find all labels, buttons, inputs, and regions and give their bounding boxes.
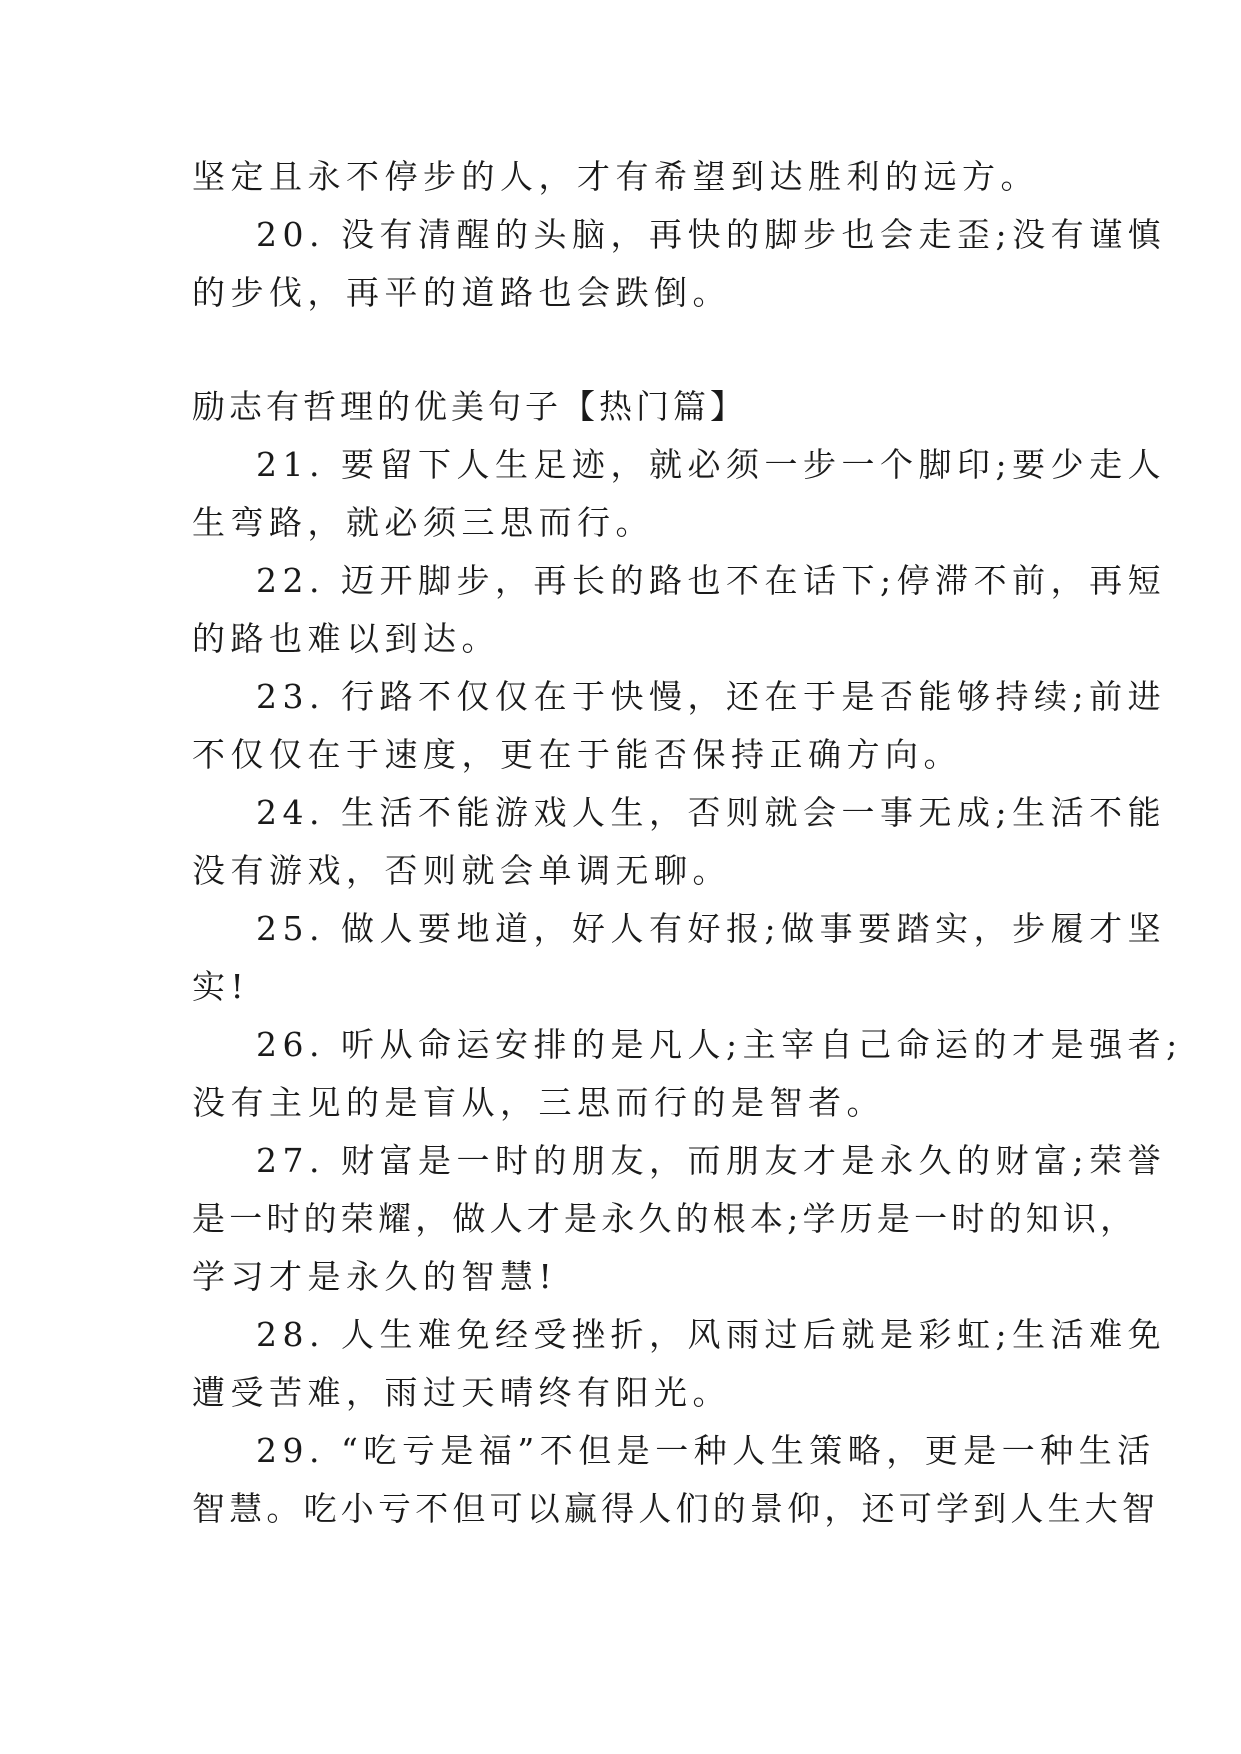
- paragraph-line: 23. 行路不仅仅在于快慢，还在于是否能够持续;前进: [256, 677, 1167, 716]
- paragraph-line: 坚定且永不停步的人，才有希望到达胜利的远方。: [192, 157, 1039, 196]
- document-body: [192, 150, 1183, 1538]
- section-spacer: [192, 322, 1072, 378]
- list-item-21: [192, 436, 1167, 552]
- list-item-23: [192, 668, 1167, 784]
- paragraph-line: 是一时的荣耀，做人才是永久的根本;学历是一时的知识，: [192, 1199, 1138, 1238]
- paragraph-line: 的路也难以到达。: [192, 619, 500, 658]
- paragraph-line: 24. 生活不能游戏人生，否则就会一事无成;生活不能: [256, 793, 1167, 832]
- paragraph-line: 没有游戏，否则就会单调无聊。: [192, 851, 731, 890]
- paragraph-line: 遭受苦难，雨过天晴终有阳光。: [192, 1373, 731, 1412]
- paragraph-line: 智慧。吃小亏不但可以赢得人们的景仰，还可学到人生大智: [192, 1489, 1160, 1528]
- paragraph-line: 实!: [192, 967, 250, 1006]
- paragraph-line: 生弯路，就必须三思而行。: [192, 503, 654, 542]
- list-item-20: [192, 206, 1167, 322]
- paragraph-line: 29. “吃亏是福”不但是一种人生策略，更是一种生活: [256, 1431, 1156, 1470]
- list-item-29: [192, 1422, 1160, 1538]
- list-item-24: [192, 784, 1167, 900]
- paragraph-line: 27. 财富是一时的朋友，而朋友才是永久的财富;荣誉: [256, 1141, 1167, 1180]
- paragraph-line: 26. 听从命运安排的是凡人;主宰自己命运的才是强者;: [256, 1025, 1183, 1064]
- paragraph-line: 25. 做人要地道，好人有好报;做事要踏实，步履才坚: [256, 909, 1167, 948]
- list-item-25: [192, 900, 1167, 1016]
- list-item-26: [192, 1016, 1183, 1132]
- paragraph-line: 没有主见的是盲从，三思而行的是智者。: [192, 1083, 885, 1122]
- paragraph-line: 21. 要留下人生足迹，就必须一步一个脚印;要少走人: [256, 445, 1167, 484]
- paragraph-line: 22. 迈开脚步，再长的路也不在话下;停滞不前，再短: [256, 561, 1167, 600]
- list-item-22: [192, 552, 1167, 668]
- section-heading: 励志有哲理的优美句子【热门篇】: [192, 387, 747, 426]
- list-item-28: [192, 1306, 1167, 1422]
- paragraph-line: 不仅仅在于速度，更在于能否保持正确方向。: [192, 735, 962, 774]
- paragraph-line: 28. 人生难免经受挫折，风雨过后就是彩虹;生活难免: [256, 1315, 1167, 1354]
- paragraph-line: 20. 没有清醒的头脑，再快的脚步也会走歪;没有谨慎: [256, 215, 1167, 254]
- paragraph-line: 的步伐，再平的道路也会跌倒。: [192, 273, 731, 312]
- paragraph-line: 学习才是永久的智慧!: [192, 1257, 558, 1296]
- list-item-27: [192, 1132, 1167, 1306]
